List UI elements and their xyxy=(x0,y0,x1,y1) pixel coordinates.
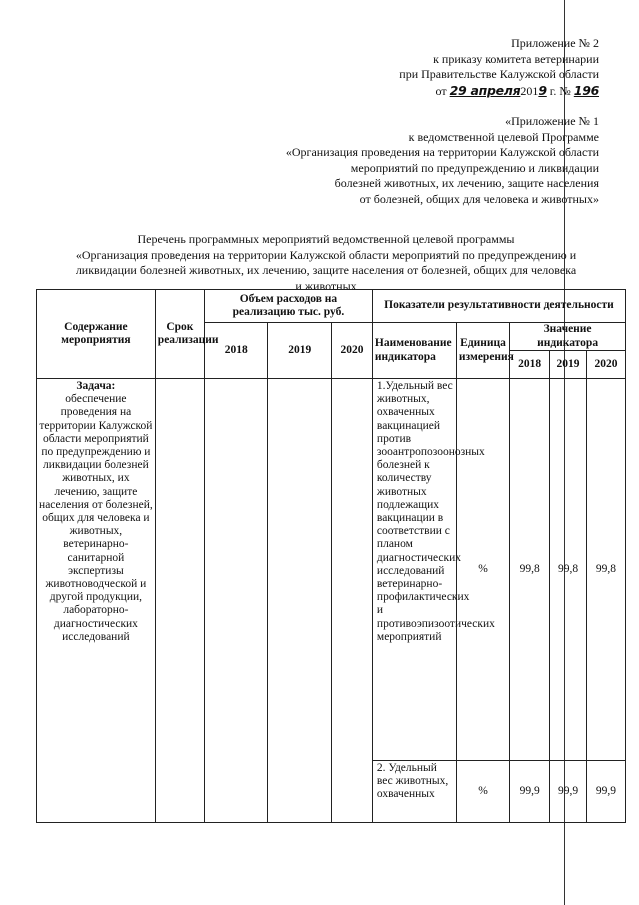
appendix-order-line: к приказу комитета ветеринарии xyxy=(433,51,599,66)
indicator-1-cell: 1.Удельный вес животных, охваченных вакцинацией против зооантропозоонозных болезней к количеству животных подлежащих вакцинации в соответствии с планом диагностических исследований ветеринарно-профилактических и противоэпизоотических мероприятий xyxy=(372,379,456,761)
indicator-1-value-2019: 99,8 xyxy=(550,379,587,761)
header-content: Содержание мероприятия xyxy=(37,290,156,379)
expense-2020-cell xyxy=(331,379,372,823)
handwritten-order-number: 196 xyxy=(573,82,599,98)
task-label: Задача: xyxy=(76,380,116,392)
indicator-2-cell: 2. Удельный вес животных, охваченных xyxy=(372,761,456,823)
indicator-1-value-2018: 99,8 xyxy=(510,379,550,761)
header-value-2020: 2020 xyxy=(586,351,625,379)
appendix-government-line: при Правительстве Калужской области xyxy=(399,67,599,81)
indicator-1-unit: % xyxy=(456,379,509,761)
appendix-date-line: от 29 апреля2019 г. № 196 xyxy=(435,82,599,98)
indicator-2-unit: % xyxy=(456,761,509,823)
program-appendix-number: «Приложение № 1 xyxy=(505,114,599,128)
program-activities-table xyxy=(36,289,626,823)
header-value-2019: 2019 xyxy=(550,351,587,379)
expense-2019-cell xyxy=(268,379,332,823)
handwritten-date: 29 апреля xyxy=(449,82,521,98)
indicator-2-value-2019: 99,9 xyxy=(550,761,587,823)
header-value-2018: 2018 xyxy=(510,351,550,379)
header-expense-2020: 2020 xyxy=(331,323,372,379)
header-period: Срок реализации xyxy=(155,290,204,379)
task-cell xyxy=(37,379,156,823)
header-indicator-name: Наименование индикатора xyxy=(372,323,456,379)
program-header: «Приложение № 1 к ведомственной целевой Программе «Организация проведения на территории Калужской области мероприятий по предупреждению и ликвидации болезней животных, их лечению, защите населения от болезней, общих для человека и животных» xyxy=(285,114,599,206)
header-value: Значение индикатора xyxy=(510,323,626,351)
header-expense-2018: 2018 xyxy=(204,323,268,379)
header-indicators: Показатели результативности деятельности xyxy=(372,290,625,323)
indicator-2-text: Удельный вес животных, охваченных xyxy=(376,762,449,801)
period-cell xyxy=(155,379,204,823)
header-expenses: Объем расходов на реализацию тыс. руб. xyxy=(204,290,372,323)
indicator-1-text: Удельный вес животных, охваченных вакцинацией против зооантропозоонозных болезней к количеству животных подлежащих вакцинации в соответствии с планом диагностических исследований ветеринарно-профилактических и противоэпизоотических мероприятий xyxy=(376,380,495,643)
header-unit: Единица измерения xyxy=(456,323,509,379)
task-text: обеспечение проведения на территории Калужской области мероприятий по предупреждению и ликвидации болезней животных, их лечению, защите населения от болезней, общих для человека и животных, ветеринарно-санитарной экспертизы животноводческой и другой продукции, лабораторно-диагностических исследований xyxy=(39,393,153,643)
table-row xyxy=(37,379,626,761)
indicator-2-value-2020: 99,9 xyxy=(586,761,625,823)
expense-2018-cell xyxy=(204,379,268,823)
header-expense-2019: 2019 xyxy=(268,323,332,379)
document-title: Перечень программных мероприятий ведомственной целевой программы «Организация проведения на территории Калужской области мероприятий по предупреждению и ликвидации болезней животных, их лечению, защите населения от болезней, общих для человека и животных xyxy=(75,232,577,293)
indicator-2-value-2018: 99,9 xyxy=(510,761,550,823)
handwritten-year-digit: 9 xyxy=(538,82,547,98)
appendix-number: Приложение № 2 xyxy=(511,36,599,50)
indicator-1-value-2020: 99,8 xyxy=(586,379,625,761)
appendix-header xyxy=(399,36,599,99)
